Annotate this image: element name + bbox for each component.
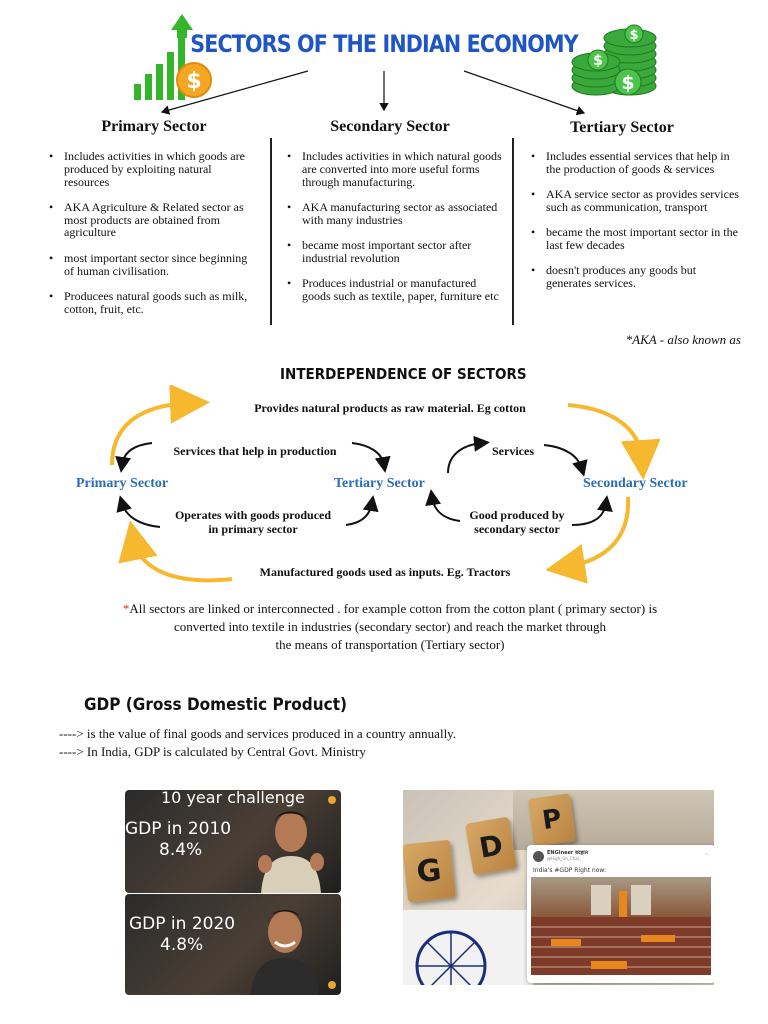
page-title: SECTORS OF THE INDIAN ECONOMY xyxy=(190,30,578,58)
column-divider xyxy=(270,138,272,325)
interdependence-heading: INTERDEPENDENCE OF SECTORS xyxy=(280,365,527,383)
tertiary-sector-list xyxy=(528,150,740,302)
gdp-blocks-photo xyxy=(403,790,714,985)
list-item: • became the most important sector in the last few decades xyxy=(528,226,740,252)
svg-text:$: $ xyxy=(186,69,202,94)
avatar xyxy=(533,851,544,862)
tweet-handle: @High_On_Chai_ xyxy=(547,856,581,861)
interdependence-note: *All sectors are linked or interconnected . for example cotton from the cotton plant ( primary sector) is converted into textile in industries (secondary sector) and reach the market through the means of transportation (Tertiary sector) xyxy=(122,601,658,652)
gdp-tile-p: P xyxy=(528,793,576,846)
chevron-down-icon: ⌄ xyxy=(703,850,709,857)
ten-year-challenge-meme xyxy=(125,790,341,893)
list-item: • AKA Agriculture & Related sector as most products are obtained from agriculture xyxy=(46,201,258,239)
tertiary-sector-node: Tertiary Sector xyxy=(334,476,425,491)
corner-badge-icon xyxy=(328,981,336,989)
tweet-text: India's #GDP Right now: xyxy=(533,867,607,874)
corner-badge-icon xyxy=(328,796,336,804)
column-divider xyxy=(512,138,514,325)
tweet-card xyxy=(527,845,714,983)
list-item: • AKA service sector as provides services such as communication, transport xyxy=(528,188,740,214)
gdp-2010-text: GDP in 2010 8.4% xyxy=(125,819,232,860)
secondary-sector-list xyxy=(284,150,506,315)
indian-flag xyxy=(403,910,533,985)
tertiary-sector-heading: Tertiary Sector xyxy=(570,119,674,136)
list-item: • doesn't produces any goods but generates services. xyxy=(528,264,740,290)
ten-year-challenge-meme-bottom xyxy=(125,894,341,995)
svg-text:$: $ xyxy=(621,72,635,94)
list-item: • Includes activities in which natural goods are converted into more useful forms through manufacturing. xyxy=(284,150,506,188)
raw-material-label: Provides natural products as raw material. Eg cotton xyxy=(254,401,526,415)
list-item: • Produces industrial or manufactured goods such as textile, paper, furniture etc xyxy=(284,277,506,303)
aka-footnote: *AKA - also known as xyxy=(625,332,741,347)
gdp-heading: GDP (Gross Domestic Product) xyxy=(84,695,348,715)
services-label: Services xyxy=(492,444,534,458)
note-star: * xyxy=(122,601,130,616)
tweet-image xyxy=(531,877,711,975)
meme-caption: 10 year challenge xyxy=(161,790,305,807)
gdp-2020-text: GDP in 2020 4.8% xyxy=(129,914,236,955)
manufactured-goods-label: Manufactured goods used as inputs. Eg. Tractors xyxy=(259,565,511,579)
gdp-tile-d: D xyxy=(465,817,517,876)
secondary-sector-node: Secondary Sector xyxy=(583,476,688,491)
list-item: • Includes essential services that help in the production of goods & services xyxy=(528,150,740,176)
secondary-sector-heading: Secondary Sector xyxy=(330,118,450,135)
primary-sector-list xyxy=(46,150,258,328)
list-item: • most important sector since beginning of human civilisation. xyxy=(46,252,258,278)
operates-label: Operates with goods produced in primary sector xyxy=(174,508,332,536)
svg-text:$: $ xyxy=(593,53,603,69)
actor-figure xyxy=(245,900,325,995)
list-item: • Includes activities in which goods are produced by exploiting natural resources xyxy=(46,150,258,188)
list-item: • became most important sector after industrial revolution xyxy=(284,239,506,265)
tweet-user: ENGIneer बदहाल xyxy=(547,850,588,856)
svg-text:$: $ xyxy=(629,28,639,43)
list-item: • AKA manufacturing sector as associated with many industries xyxy=(284,201,506,227)
services-help-label: Services that help in production xyxy=(173,444,337,458)
header-arrows xyxy=(0,0,768,130)
gdp-tile-g: G xyxy=(403,840,456,903)
list-item: • Producees natural goods such as milk, cotton, fruit, etc. xyxy=(46,290,258,316)
gdp-calculation: ----> In India, GDP is calculated by Central Govt. Ministry xyxy=(59,744,366,759)
gdp-definition: ----> is the value of final goods and services produced in a country annually. xyxy=(59,726,457,741)
primary-sector-node: Primary Sector xyxy=(76,476,169,491)
primary-sector-heading: Primary Sector xyxy=(101,118,207,135)
actor-figure xyxy=(255,804,325,893)
good-produced-label: Good produced by secondary sector xyxy=(469,508,565,536)
